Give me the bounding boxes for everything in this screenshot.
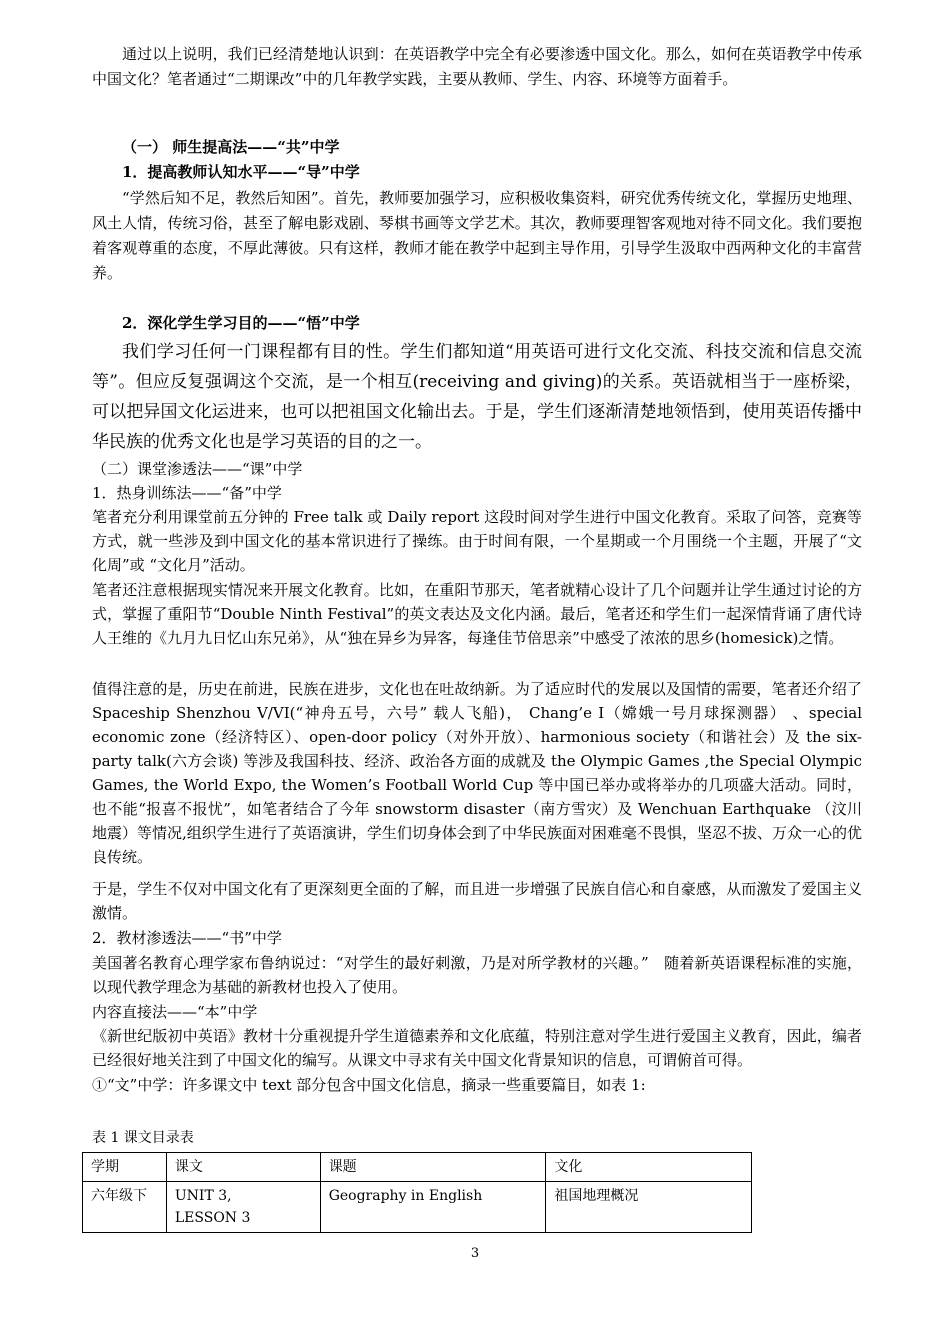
paragraph-patriotism: 于是，学生不仅对中国文化有了更深刻更全面的了解，而且进一步增强了民族自信心和自豪感，从而激发了爱国主义激情。 [92,880,862,922]
lesson-table [82,1152,752,1233]
table-cell: 祖国地理概况 [546,1182,752,1233]
subsection-heading-2-1: 1．热身训练法——“备”中学 [92,484,282,502]
table-header-cell: 学期 [83,1153,167,1182]
table-cell: UNIT 3, LESSON 3 [166,1182,320,1233]
paragraph-teacher: “学然后知不足，教然后知困”。首先，教师要加强学习，应积极收集资料，研究优秀传统文化，掌握历史地理、风土人情，传统习俗，甚至了解电影戏剧、琴棋书画等文学艺术。其次，教师要理智客观地对待不同文化。我们要抱着客观尊重的态度，不厚此薄彼。只有这样，教师才能在教学中起到主导作用，引导学生汲取中西两种文化的丰富营养。 [92,189,862,282]
subsection-heading-2-2: 2．教材渗透法——“书”中学 [92,929,282,947]
table-caption: 表 1 课文目录表 [92,1130,194,1146]
table-cell: Geography in English [320,1182,546,1233]
table-header-cell: 课题 [320,1153,546,1182]
paragraph-text-sections: ①“文”中学：许多课文中 text 部分包含中国文化信息，摘录一些重要篇目，如表 1: [92,1076,646,1094]
paragraph-festival: 笔者还注意根据现实情况来开展文化教育。比如，在重阳节那天，笔者就精心设计了几个问题并让学生通过讨论的方式，掌握了重阳节“Double Ninth Festival”的英文表达及文化内涵。最后，笔者还和学生们一起深情背诵了唐代诗人王维的《九月九日忆山东兄弟》，从“独在异乡为异客，每逢佳节倍思亲”中感受了浓浓的思乡(homesick)之情。 [92,581,862,647]
subsection-heading-content: 内容直接法——“本”中学 [92,1003,258,1021]
intro-paragraph: 通过以上说明，我们已经清楚地认识到：在英语教学中完全有必要渗透中国文化。那么，如何在英语教学中传承中国文化？笔者通过“二期课改”中的几年教学实践，主要从教师、学生、内容、环境等方面着手。 [92,45,862,88]
table-header-row [83,1153,752,1182]
section-heading-2: （二）课堂渗透法——“课”中学 [92,460,303,478]
table-header-cell: 文化 [546,1153,752,1182]
page-number: 3 [470,1246,480,1261]
paragraph-textbook: 美国著名教育心理学家布鲁纳说过：“对学生的最好刺激，乃是对所学教材的兴趣。” 随着新英语课程标准的实施，以现代教学理念为基础的新教材也投入了使用。 [92,954,862,996]
table-header-cell: 课文 [166,1153,320,1182]
table-row [83,1182,752,1233]
paragraph-achievements: 值得注意的是，历史在前进，民族在进步，文化也在吐故纳新。为了适应时代的发展以及国情的需要，笔者还介绍了 Spaceship Shenzhou V/VI(“神舟五号，六号” 载人飞船)， Chang’e I（嫦娥一号月球探测器） 、special economic zone（经济特区）、open-door policy（对外开放）、harmonious society（和谐社会）及 the six-party talk(六方会谈) 等涉及我国科技、经济、政治各方面的成就及 the Olympic Games ,the Special Olympic Games, the World Expo, the Women’s Football World Cup 等中国已举办或将举办的几项盛大活动。同时，也不能“报喜不报忧”，如笔者结合了今年 snowstorm disaster（南方雪灾）及 Wenchuan Earthquake （汶川地震）等情况,组织学生进行了英语演讲，学生们切身体会到了中华民族面对困难毫不畏惧，坚忍不拔、万众一心的优良传统。 [92,680,862,866]
table-cell: 六年级下 [83,1182,167,1233]
subsection-heading-1-2: 2．深化学生学习目的——“悟”中学 [122,314,360,332]
paragraph-new-century: 《新世纪版初中英语》教材十分重视提升学生道德素养和文化底蕴，特别注意对学生进行爱国主义教育，因此，编者已经很好地关注到了中国文化的编写。从课文中寻求有关中国文化背景知识的信息，可谓俯首可得。 [92,1027,862,1069]
subsection-heading-1-1: 1．提高教师认知水平——“导”中学 [122,163,360,181]
paragraph-warmup: 笔者充分利用课堂前五分钟的 Free talk 或 Daily report 这段时间对学生进行中国文化教育。采取了问答，竞赛等方式，就一些涉及到中国文化的基本常识进行了操练。由于时间有限，一个星期或一个月围绕一个主题，开展了“文化周”或 “文化月”活动。 [92,508,862,574]
section-heading-1: （一） 师生提高法——“共”中学 [122,138,340,156]
paragraph-student: 我们学习任何一门课程都有目的性。学生们都知道“用英语可进行文化交流、科技交流和信息交流等”。但应反复强调这个交流，是一个相互(receiving and giving)的关系。英语就相当于一座桥梁，可以把异国文化运进来，也可以把祖国文化输出去。于是，学生们逐渐清楚地领悟到，使用英语传播中华民族的优秀文化也是学习英语的目的之一。 [92,342,862,452]
